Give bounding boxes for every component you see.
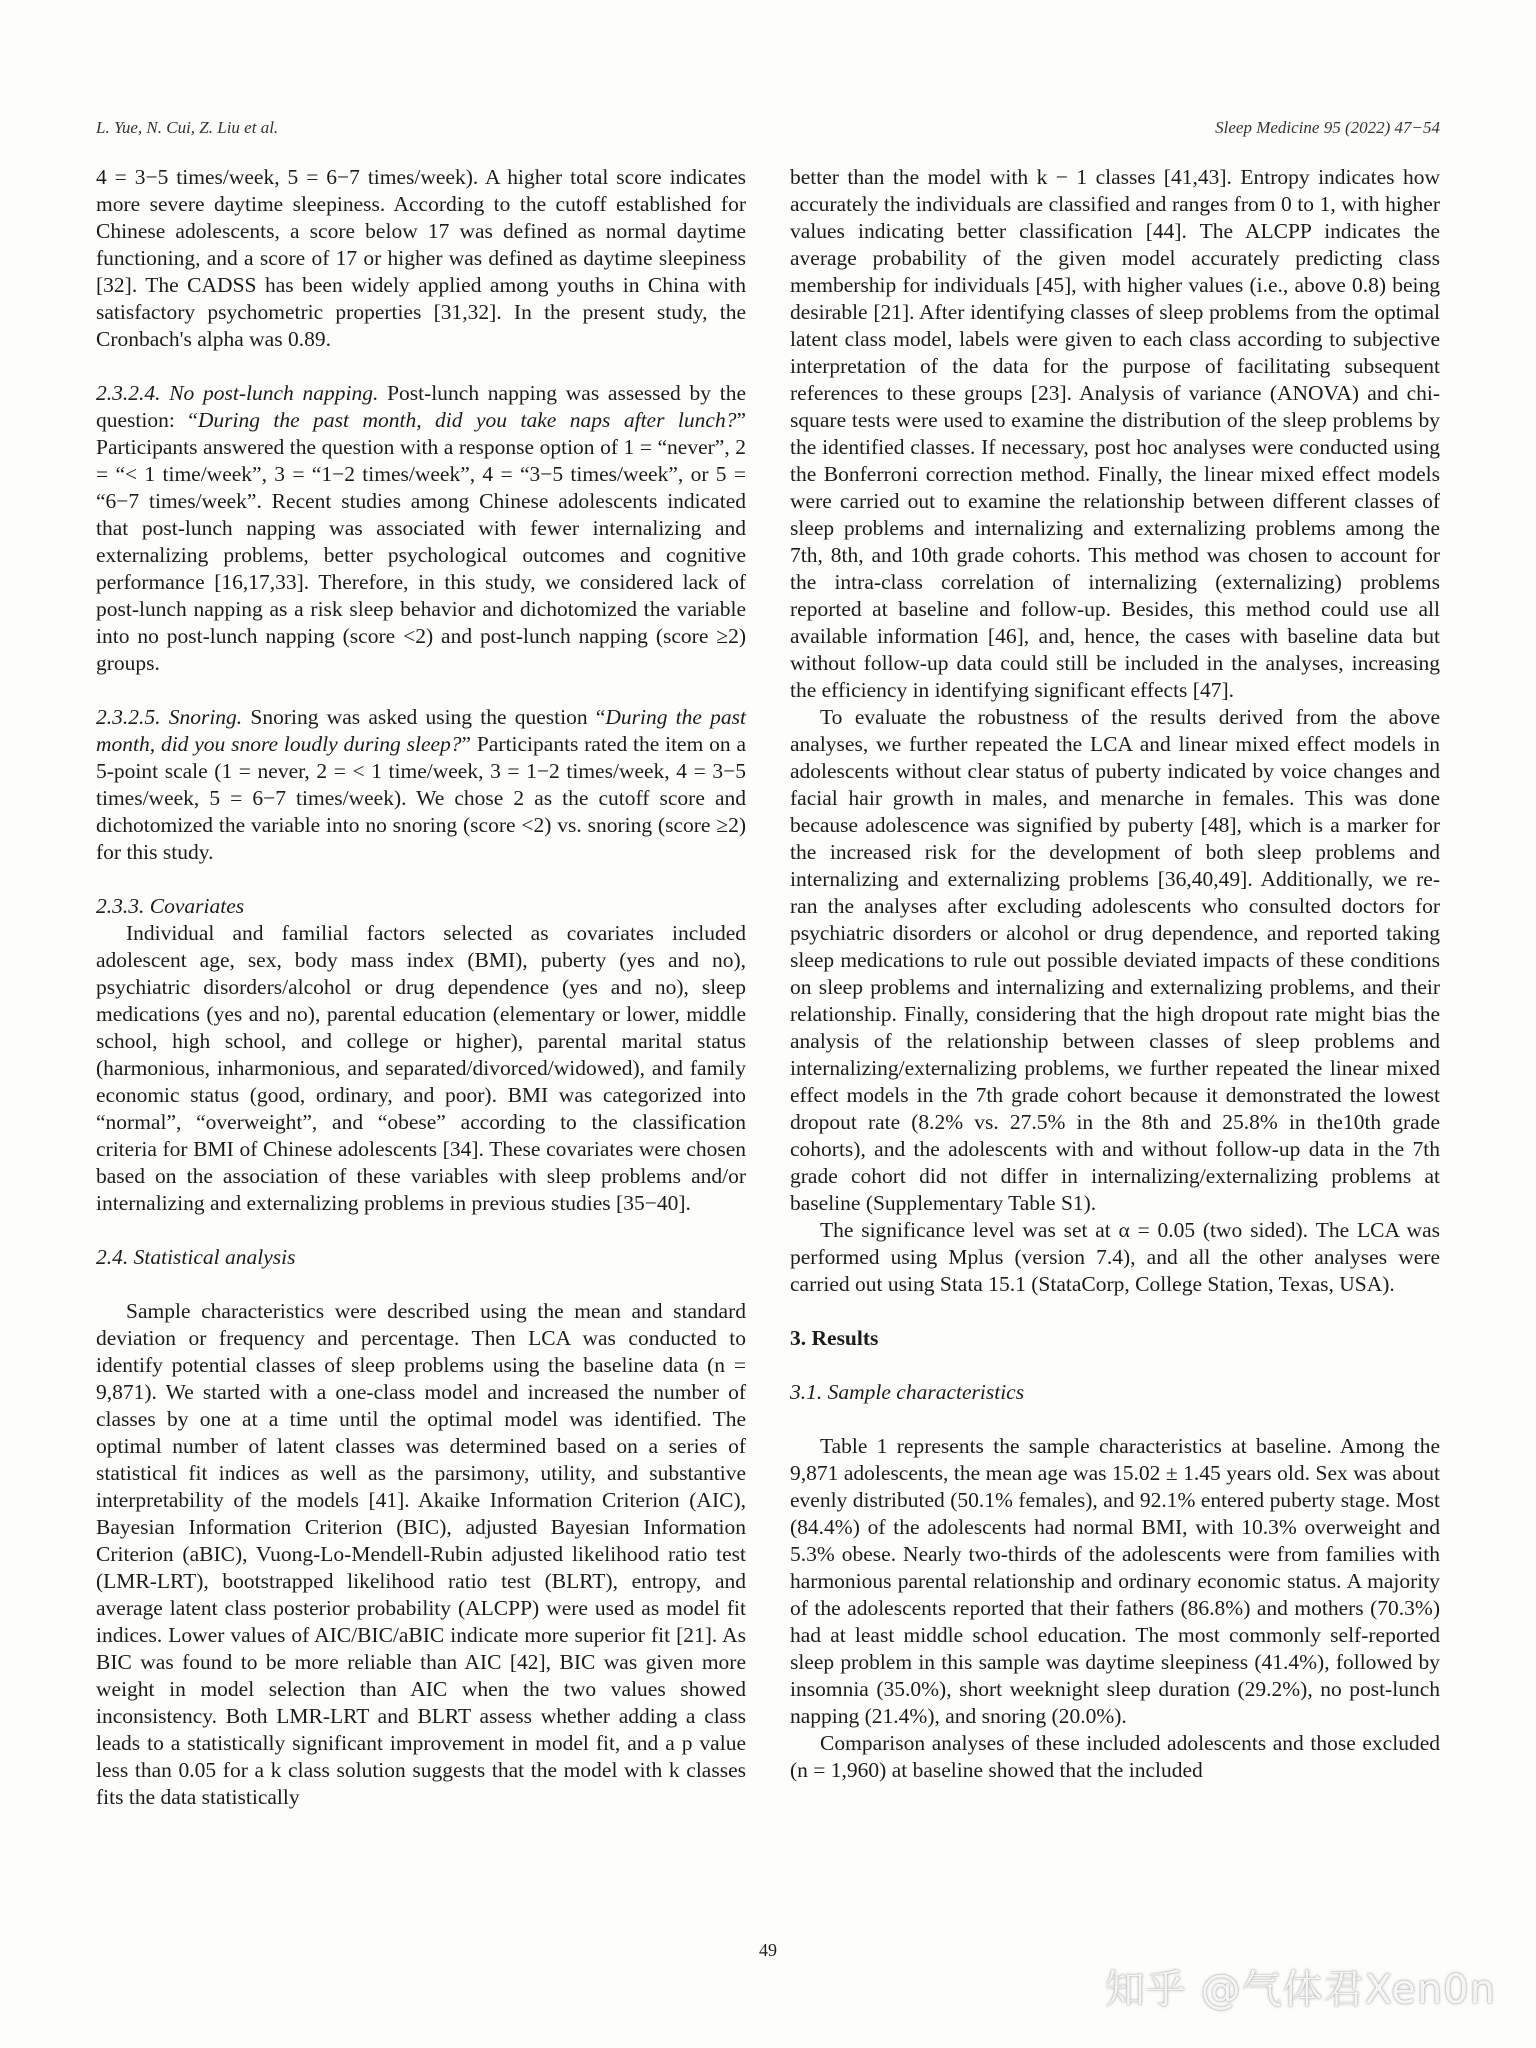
section-heading: 3. Results bbox=[790, 1326, 879, 1350]
paragraph: Table 1 represents the sample characteristics at baseline. Among the 9,871 adolescents, the mean age was 15.02 ± 1.45 years old. Sex was about evenly distributed (50.1% females), and 92.1% entered puberty stage. Most (84.4%) of the adolescents had normal BMI, with 10.3% overweight and 5.3% obese. Nearly two-thirds of the adolescents were from families with harmonious parental relationship and ordinary economic status. A majority of the adolescents reported that their fathers (86.8%) and mothers (70.3%) had at least middle school education. The most commonly self-reported sleep problem in this sample was daytime sleepiness (41.4%), followed by insomnia (35.0%), short weeknight sleep duration (29.2%), no post-lunch napping (21.4%), and snoring (20.0%). bbox=[790, 1434, 1440, 1728]
subsection-heading: 2.3.2.4. No post-lunch napping. bbox=[96, 381, 379, 405]
paragraph: The significance level was set at α = 0.05 (two sided). The LCA was performed using Mplus (version 7.4), and all the other analyses were carried out using Stata 15.1 (StataCorp, College Station, Texas, USA). bbox=[790, 1218, 1440, 1296]
section-heading: 2.4. Statistical analysis bbox=[96, 1245, 296, 1269]
right-column bbox=[790, 164, 1440, 1784]
paragraph: Individual and familial factors selected as covariates included adolescent age, sex, body mass index (BMI), puberty (yes and no), psychiatric disorders/alcohol or drug dependence (yes and no), sleep medications (yes and no), parental education (elementary or lower, middle school, high school, and college or higher), parental marital status (harmonious, inharmonious, and separated/divorced/widowed), and family economic status (good, ordinary, and poor). BMI was categorized into “normal”, “overweight”, and “obese” according to the classification criteria for BMI of Chinese adolescents [34]. These covariates were chosen based on the association of these variables with sleep problems and/or internalizing and externalizing problems in previous studies [35−40]. bbox=[96, 921, 746, 1215]
paragraph: Sample characteristics were described using the mean and standard deviation or frequency and percentage. Then LCA was conducted to identify potential classes of sleep problems using the baseline data (n = 9,871). We started with a one-class model and increased the number of classes by one at a time until the optimal model was identified. The optimal number of latent classes was determined based on a series of statistical fit indices as well as the parsimony, utility, and substantive interpretability of the models [41]. Akaike Information Criterion (AIC), Bayesian Information Criterion (BIC), adjusted Bayesian Information Criterion (aBIC), Vuong-Lo-Mendell-Rubin adjusted likelihood ratio test (LMR-LRT), bootstrapped likelihood ratio test (BLRT), entropy, and average latent class posterior probability (ALCPP) were used as model fit indices. Lower values of AIC/BIC/aBIC indicate more superior fit [21]. As BIC was found to be more reliable than AIC [42], BIC was given more weight in model selection than AIC when the two values showed inconsistency. Both LMR-LRT and BLRT assess whether adding a class leads to a statistically significant improvement in model fit, and a p value less than 0.05 for a k class solution suggests that the model with k classes fits the data statistically bbox=[96, 1299, 746, 1809]
left-column bbox=[96, 164, 746, 1811]
section-heading: 2.3.3. Covariates bbox=[96, 894, 245, 918]
page-number: 49 bbox=[759, 1940, 777, 1960]
header-authors: L. Yue, N. Cui, Z. Liu et al. bbox=[96, 118, 279, 137]
watermark: 知乎 @气体君Xen0n bbox=[1104, 1967, 1496, 2013]
paragraph: Comparison analyses of these included adolescents and those excluded (n = 1,960) at baseline showed that the included bbox=[790, 1731, 1440, 1782]
paragraph: 2.3.2.5. Snoring. Snoring was asked using the question “During the past month, did you snore loudly during sleep?” Participants rated the item on a 5-point scale (1 = never, 2 = < 1 time/week, 3 = 1−2 times/week, 4 = 3−5 times/week, 5 = 6−7 times/week). We chose 2 as the cutoff score and dichotomized the variable into no snoring (score <2) vs. snoring (score ≥2) for this study. bbox=[96, 705, 746, 864]
paragraph: To evaluate the robustness of the results derived from the above analyses, we further repeated the LCA and linear mixed effect models in adolescents without clear status of puberty indicated by voice changes and facial hair growth in males, and menarche in females. This was done because adolescence was signified by puberty [48], which is a marker for the increased risk for the development of both sleep problems and internalizing and externalizing problems [36,40,49]. Additionally, we re-ran the analyses after excluding adolescents who consulted doctors for psychiatric disorders or alcohol or drug dependence, and reported taking sleep medications to rule out possible deviated impacts of these conditions on sleep problems and internalizing and externalizing problems, and their relationship. Finally, considering that the high dropout rate might bias the analysis of the relationship between classes of sleep problems and internalizing/externalizing problems, we further repeated the linear mixed effect models in the 7th grade cohort because it demonstrated the lowest dropout rate (8.2% vs. 27.5% in the 8th and 25.8% in the10th grade cohorts), and the adolescents with and without follow-up data in the 7th grade cohort did not differ in internalizing/externalizing problems at baseline (Supplementary Table S1). bbox=[790, 705, 1440, 1215]
paragraph: 2.3.2.4. No post-lunch napping. Post-lunch napping was assessed by the question: “During the past month, did you take naps after lunch?” Participants answered the question with a response option of 1 = “never”, 2 = “< 1 time/week”, 3 = “1−2 times/week”, 4 = “3−5 times/week”, or 5 = “6−7 times/week”. Recent studies among Chinese adolescents indicated that post-lunch napping was associated with fewer internalizing and externalizing problems, better psychological outcomes and cognitive performance [16,17,33]. Therefore, in this study, we considered lack of post-lunch napping as a risk sleep behavior and dichotomized the variable into no post-lunch napping (score <2) and post-lunch napping (score ≥2) groups. bbox=[96, 381, 746, 675]
paragraph: better than the model with k − 1 classes [41,43]. Entropy indicates how accurately the individuals are classified and ranges from 0 to 1, with higher values indicating better classification [44]. The ALCPP indicates the average probability of the given model accurately predicting class membership for individuals [45], with higher values (i.e., above 0.8) being desirable [21]. After identifying classes of sleep problems from the optimal latent class model, labels were given to each class according to subjective interpretation of the data for the purpose of facilitating subsequent references to these groups [23]. Analysis of variance (ANOVA) and chi-square tests were used to examine the distribution of the sleep problems by the identified classes. If necessary, post hoc analyses were conducted using the Bonferroni correction method. Finally, the linear mixed effect models were carried out to examine the relationship between different classes of sleep problems and internalizing and externalizing problems among the 7th, 8th, and 10th grade cohorts. This method was chosen to account for the intra-class correlation of internalizing (externalizing) problems reported at baseline and follow-up. Besides, this method could use all available information [46], and, hence, the cases with baseline data but without follow-up data could still be included in the analyses, increasing the efficiency in identifying significant effects [47]. bbox=[790, 165, 1440, 702]
subsection-heading: 2.3.2.5. Snoring. bbox=[96, 705, 243, 729]
paragraph: 4 = 3−5 times/week, 5 = 6−7 times/week). A higher total score indicates more severe daytime sleepiness. According to the cutoff established for Chinese adolescents, a score below 17 was defined as normal daytime functioning, and a score of 17 or higher was defined as daytime sleepiness [32]. The CADSS has been widely applied among youths in China with satisfactory psychometric properties [31,32]. In the present study, the Cronbach's alpha was 0.89. bbox=[96, 165, 746, 351]
section-heading: 3.1. Sample characteristics bbox=[790, 1380, 1025, 1404]
header-journal: Sleep Medicine 95 (2022) 47−54 bbox=[1215, 118, 1440, 137]
